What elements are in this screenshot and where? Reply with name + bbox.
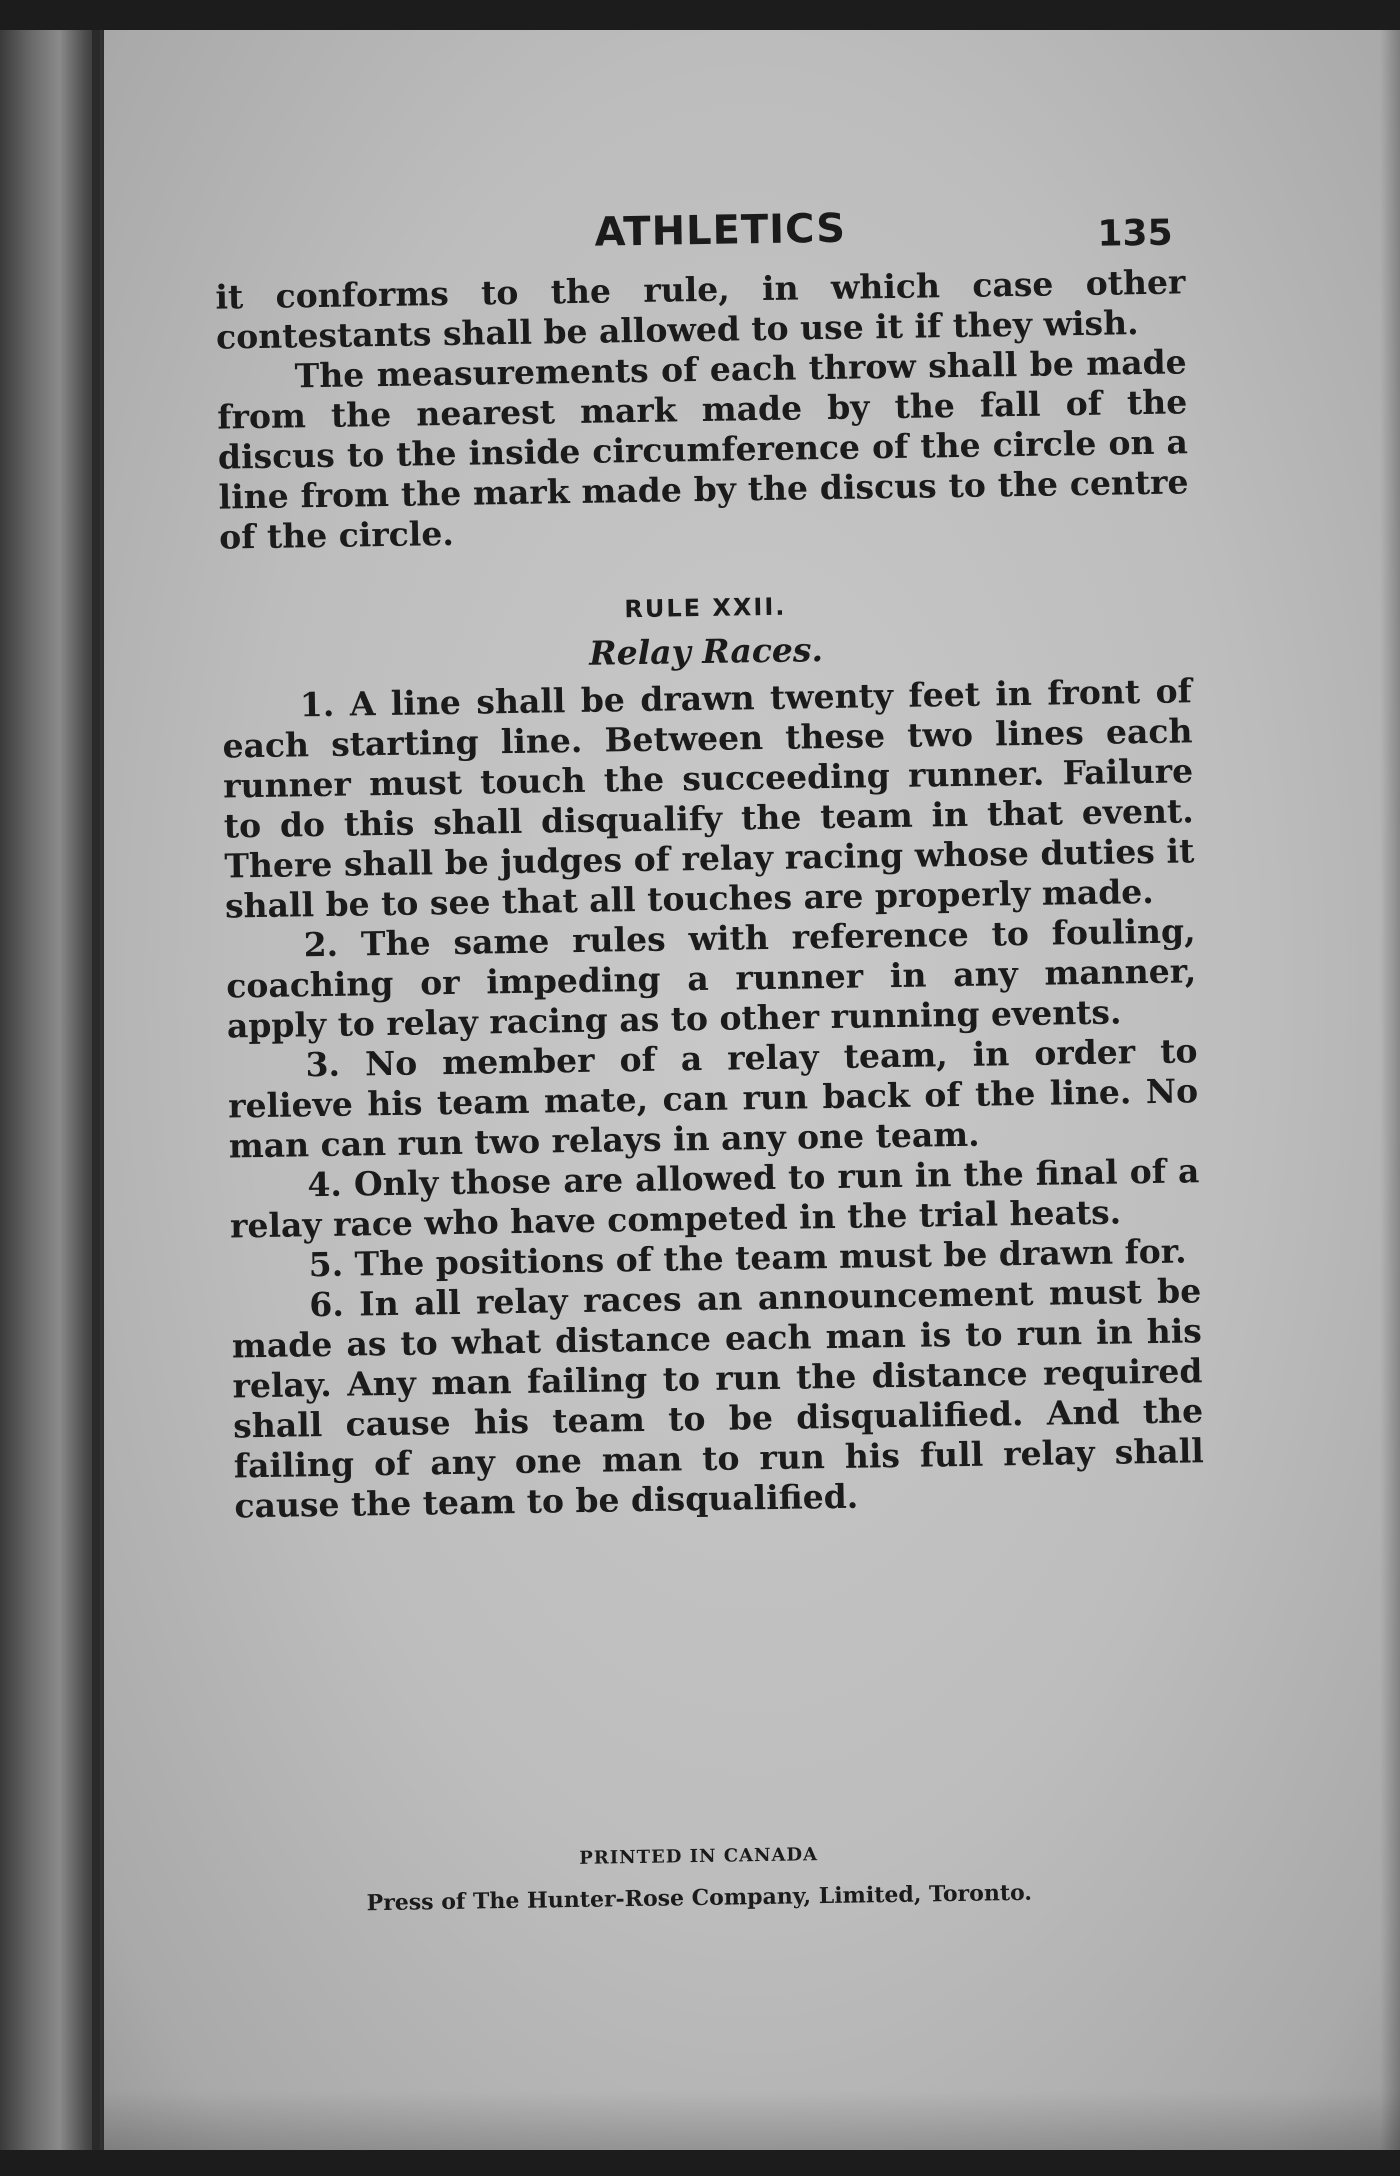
- printed-in-label: PRINTED IN CANADA: [579, 1844, 819, 1869]
- section-title: Relay Races.: [588, 630, 824, 673]
- rule-heading: RULE XXII.: [624, 592, 787, 624]
- running-head-title: ATHLETICS: [594, 205, 847, 256]
- page-number: 135: [1097, 212, 1173, 255]
- rule-item-1: 1. A line shall be drawn twenty feet in front of each starting line. Between these two lines each runner must touch the succeeding runner. Failure to do this shall disqualify the team in that event. There shall be judges of relay racing whose duties it shall be to see that all touches are properly made.: [222, 671, 1195, 926]
- measurement-paragraph: The measurements of each throw shall be made from the nearest mark made by the fall of the discus to the inside circumference of the circle on a line from the mark made by the discus to the centre of the circle.: [217, 342, 1189, 557]
- press-line: Press of The Hunter-Rose Company, Limited, Toronto.: [366, 1879, 1033, 1917]
- page-bottom-shadow: [104, 2090, 1400, 2150]
- page-edge-shadow: [1380, 30, 1400, 2150]
- rule-item-5: 5. The positions of the team must be drawn for.: [308, 1231, 1187, 1285]
- rule-item-2: 2. The same rules with reference to fouling, coaching or impeding a runner in any manner, apply to relay racing as to other running events.: [225, 911, 1197, 1046]
- page-text-block: [214, 192, 1205, 1526]
- rule-item-4: 4. Only those are allowed to run in the final of a relay race who have competed in the trial heats.: [229, 1151, 1200, 1246]
- book-spine: [92, 30, 100, 2150]
- rule-item-3: 3. No member of a relay team, in order to relieve his team mate, can run back of the line. No man can run two relays in any one team.: [227, 1031, 1199, 1166]
- continuation-paragraph: it conforms to the rule, in which case other contestants shall be allowed to use it if they wish.: [215, 262, 1186, 357]
- rule-item-6: 6. In all relay races an announcement must be made as to what distance each man is to run in his relay. Any man failing to run the distance required shall cause his team to be disqualified. And the failing of any one man to run his full relay shall cause the team to be disqualified.: [231, 1271, 1205, 1526]
